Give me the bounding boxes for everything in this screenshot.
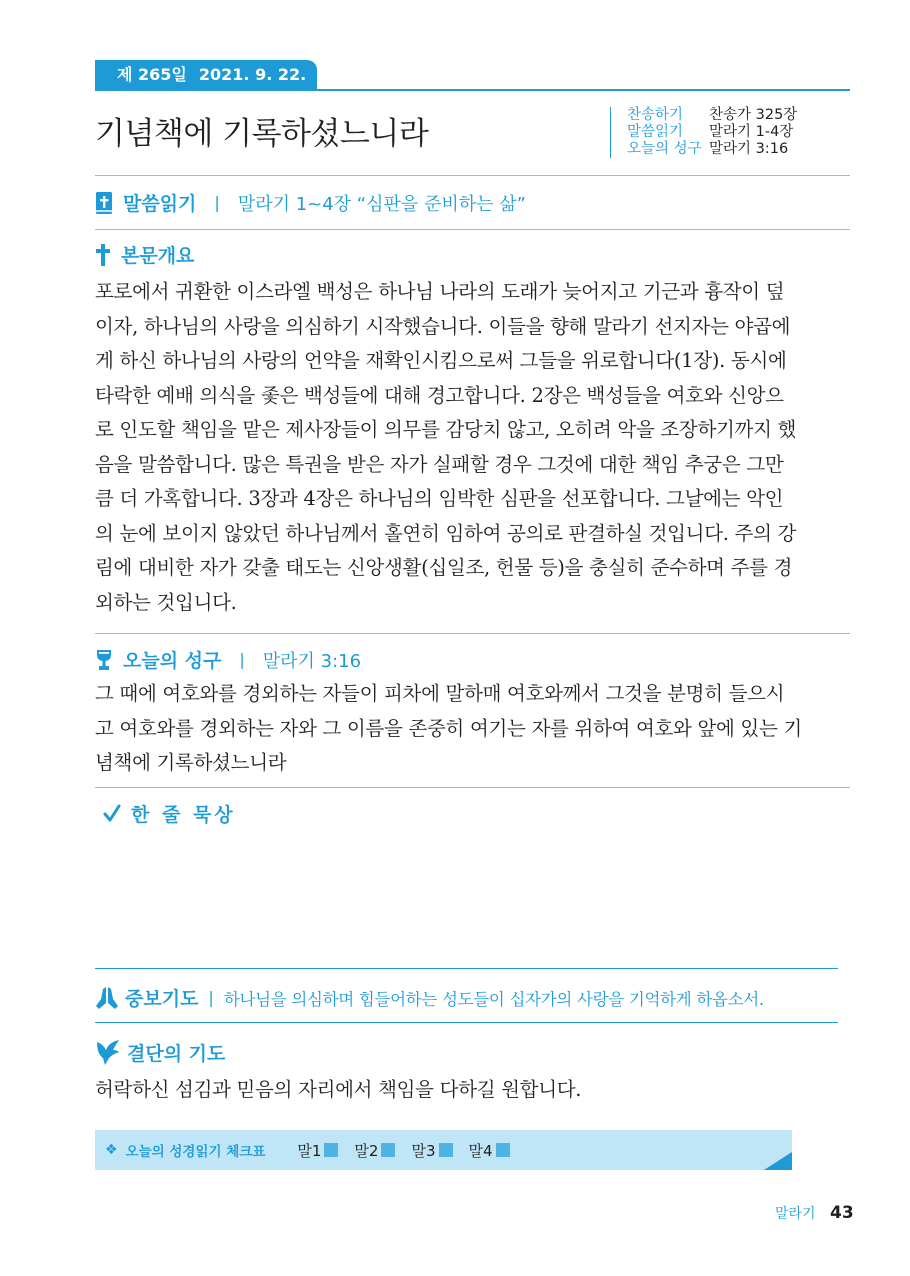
reference-list	[610, 107, 797, 158]
divider	[95, 1022, 838, 1023]
checklist-item[interactable]: 말2	[354, 1140, 395, 1161]
diamond-icon: ❖	[105, 1142, 118, 1158]
checklist-item[interactable]: 말3	[411, 1140, 452, 1161]
date-tab	[95, 60, 317, 114]
check-icon	[103, 804, 121, 824]
reference-label: 말씀읽기	[627, 124, 684, 140]
reference-row-verse	[627, 141, 797, 158]
divider	[95, 968, 838, 969]
bible-icon	[95, 191, 113, 215]
date-label: 2021. 9. 22. 수	[117, 65, 307, 114]
text-line: 고 여호와를 경외하는 자와 그 이름을 존중히 여기는 자를 위하여 여호와 앞에 있는 기	[95, 716, 802, 740]
reading-section-header	[95, 189, 526, 216]
reference-value: 말라기 1-4장	[709, 124, 794, 140]
verse-text	[95, 677, 855, 781]
resolution-text: 허락하신 섬김과 믿음의 자리에서 책임을 다하길 원합니다.	[95, 1078, 582, 1101]
day-label: 제 265일	[117, 65, 187, 84]
reference-value: 말라기 3:16	[709, 141, 789, 157]
footer-book-name: 말라기	[775, 1206, 816, 1222]
meditation-section-header	[103, 800, 236, 827]
reference-label: 찬송하기	[627, 107, 684, 123]
chalice-icon	[95, 649, 113, 671]
resolution-heading: 결단의 기도	[127, 1042, 226, 1065]
reference-label: 오늘의 성구	[627, 141, 702, 157]
text-line: 로 인도할 책임을 맡은 제사장들이 의무를 감당치 않고, 오히려 악을 조장하기까지 했	[95, 418, 797, 441]
reference-row-hymn	[627, 107, 797, 124]
text-line: 큼 더 가혹합니다. 3장과 4장은 하나님의 임박한 심판을 선포합니다. 그날에는 악인	[95, 487, 784, 510]
cross-icon	[95, 243, 111, 267]
text-line: 의 눈에 보이지 않았던 하나님께서 홀연히 임하여 공의로 판결하실 것입니다. 주의 강	[95, 521, 797, 545]
text-line: 이자, 하나님의 사랑을 의심하기 시작했습니다. 이들을 향해 말라기 선지자는 야곱에	[95, 314, 791, 338]
checklist-item[interactable]: 말4	[469, 1140, 510, 1161]
page-fold-corner	[764, 1152, 792, 1170]
reading-checklist	[95, 1130, 792, 1170]
checkbox[interactable]	[381, 1143, 395, 1157]
text-line: 타락한 예배 의식을 좇은 백성들에 대해 경고합니다. 2장은 백성들을 여호와 신앙으	[95, 383, 784, 407]
page-title: 기념책에 기록하셨느니라	[95, 116, 429, 152]
heading-separator: |	[208, 988, 214, 1007]
text-line: 그 때에 여호와를 경외하는 자들이 피차에 말하매 여호와께서 그것을 분명히 들으시	[95, 682, 785, 705]
text-line: 념책에 기록하셨느니라	[95, 751, 287, 774]
checkbox[interactable]	[439, 1143, 453, 1157]
text-line: 음을 말씀합니다. 많은 특권을 받은 자가 실패할 경우 그것에 대한 책임 추궁은 그만	[95, 452, 784, 476]
divider	[95, 229, 850, 230]
dove-icon	[95, 1038, 121, 1066]
checklist-item[interactable]: 말1	[297, 1140, 338, 1161]
verse-reference: 말라기 3:16	[262, 650, 362, 672]
text-line: 포로에서 귀환한 이스라엘 백성은 하나님 나라의 도래가 늦어지고 기근과 흉작이 덮	[95, 280, 785, 303]
summary-section-header	[95, 241, 194, 268]
checkbox[interactable]	[496, 1143, 510, 1157]
reading-subtitle: 말라기 1~4장 “심판을 준비하는 삶”	[237, 193, 526, 215]
resolution-section-header	[95, 1038, 225, 1066]
text-line: 게 하신 하나님의 사랑의 언약을 재확인시킴으로써 그들을 위로합니다(1장). 동시에	[95, 349, 787, 372]
reading-heading: 말씀읽기	[123, 193, 197, 215]
header-rule	[95, 89, 850, 91]
reference-row-reading	[627, 124, 797, 141]
praying-hands-icon	[95, 985, 119, 1011]
checkbox[interactable]	[324, 1143, 338, 1157]
intercession-section-header	[95, 984, 764, 1011]
checklist-label: 오늘의 성경읽기 체크표	[125, 1144, 266, 1160]
text-line: 림에 대비한 자가 갖출 태도는 신앙생활(십일조, 헌물 등)을 충실히 준수하며 주를 경	[95, 556, 793, 579]
heading-separator: |	[214, 193, 220, 212]
intercession-text: 하나님을 의심하며 힘들어하는 성도들이 십자가의 사랑을 기억하게 하옵소서.	[223, 989, 764, 1009]
heading-separator: |	[239, 650, 245, 669]
divider	[95, 787, 850, 788]
verse-section-header	[95, 646, 361, 673]
reference-value: 찬송가 325장	[709, 107, 798, 123]
page-number: 43	[830, 1203, 854, 1223]
text-line: 외하는 것입니다.	[95, 590, 237, 614]
meditation-heading: 한 줄 묵상	[131, 804, 236, 826]
divider	[95, 633, 850, 634]
divider	[95, 175, 850, 176]
summary-heading: 본문개요	[121, 245, 195, 267]
summary-text	[95, 275, 855, 620]
verse-heading: 오늘의 성구	[123, 650, 222, 672]
intercession-heading: 중보기도	[125, 988, 199, 1010]
